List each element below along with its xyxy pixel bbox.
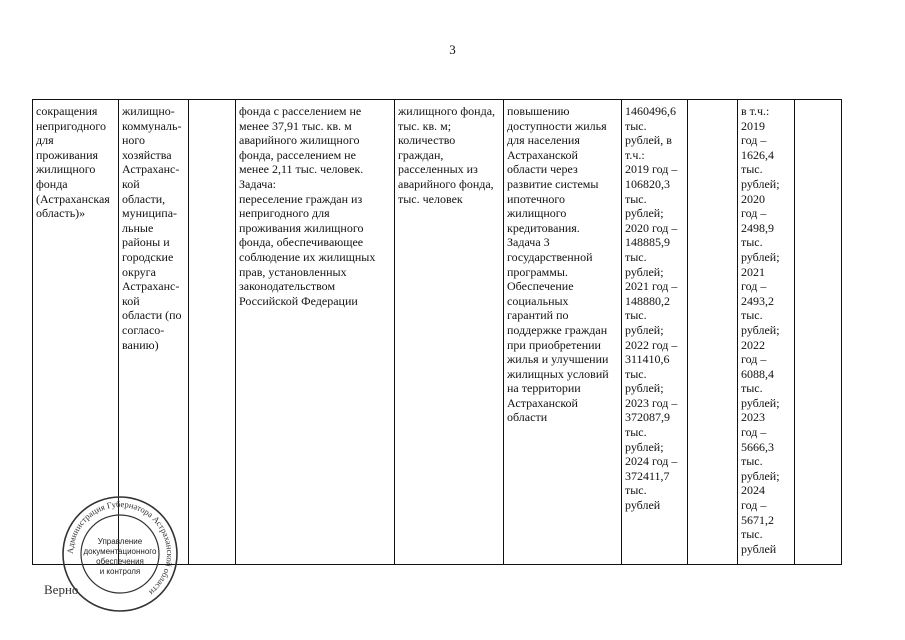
table-cell-empty: [795, 100, 842, 565]
seal-center-line: документационного: [83, 547, 157, 556]
table-cell-program-name: сокращения непригодного для проживания жилищного фонда (Астраханская область)»: [33, 100, 119, 565]
table-cell-program-link: повышению доступности жилья для населения Астраханской области через развитие системы ипотечного жилищного кредитования. Задача 3 государственной программы. Обеспечение социальных гарантий по поддержке граждан при приобретении жилья и улучшении жилищных условий на территории Астраханской области: [504, 100, 622, 565]
certification-text: Верно: [44, 582, 79, 597]
table-cell-funding-total: 1460496,6 тыс. рублей, в т.ч.: 2019 год – 106820,3 тыс. рублей; 2020 год – 148885,9 тыс. рублей; 2021 год – 148880,2 тыс. рублей; 2022 год – 311410,6 тыс. рублей; 2023 год – 372087,9 тыс. рублей; 2024 год – 372411,7 тыс. рублей: [622, 100, 688, 565]
table-cell-empty: [688, 100, 738, 565]
seal-center-line: Управление: [97, 537, 143, 546]
table-cell-indicators: жилищного фонда, тыс. кв. м; количество граждан, расселенных из аварийного фонда, тыс. человек: [395, 100, 504, 565]
seal-center-line: обеспечения: [96, 557, 144, 566]
table-cell-executor: жилищно- коммуналь- ного хозяйства Астраханс- кой области, муниципа- льные районы и городские округа Астраханс- кой области (по согласо- ванию): [119, 100, 189, 565]
table-cell-funding-regional: в т.ч.: 2019 год – 1626,4 тыс. рублей; 2020 год – 2498,9 тыс. рублей; 2021 год – 2493,2 тыс. рублей; 2022 год – 6088,4 тыс. рублей; 2023 год – 5666,3 тыс. рублей; 2024 год – 5671,2 тыс. рублей: [738, 100, 795, 565]
seal-ring-text: Администрация Губернатора Астраханской области: [64, 498, 176, 598]
seal-center-line: и контроля: [99, 567, 141, 576]
page-number: 3: [449, 42, 456, 57]
table-cell-empty: [189, 100, 236, 565]
table-cell-goal-tasks: фонда с расселением не менее 37,91 тыс. кв. м аварийного жилищного фонда, расселением не менее 2,11 тыс. человек. Задача: переселение граждан из непригодного для проживания жилищного фонда, обеспечивающее соблюдение их жилищных прав, установленных законодательством Российской Федерации: [236, 100, 395, 565]
